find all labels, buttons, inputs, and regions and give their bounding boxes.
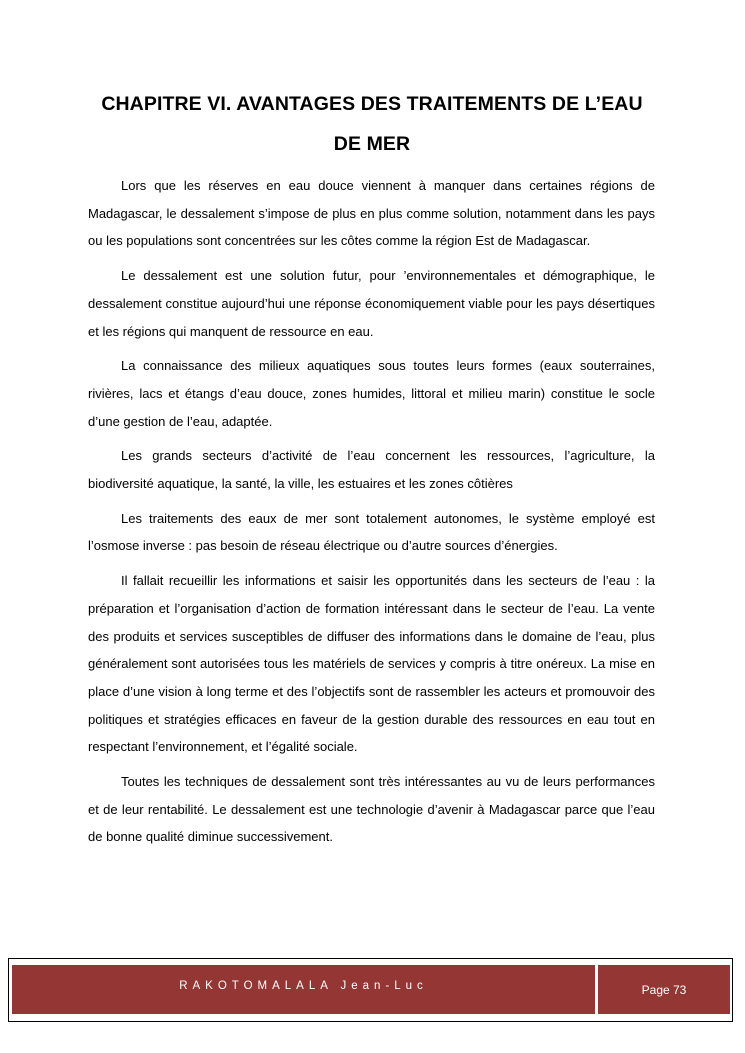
paragraph: Il fallait recueillir les informations et saisir les opportunités dans les secteurs de l’eau : la préparation et l’organisation d’action de formation intéressant dans le secteur de l’eau. La vente des produits et services susceptibles de diffuser des informations dans le domaine de l’eau, plus généralement sont autorisées tous les matériels de services y compris à titre onéreux. La mise en place d’une vision à long terme et des l’objectifs sont de rassembler les acteurs et promouvoir des politiques et stratégies efficaces en faveur de la gestion durable des ressources en eau tout en respectant l’environnement, et l’égalité sociale. <box>88 573 655 755</box>
paragraph: Toutes les techniques de dessalement sont très intéressantes au vu de leurs performances et de leur rentabilité. Le dessalement est une technologie d’avenir à Madagascar parce que l’eau de bonne qualité diminue successivement. <box>88 774 655 845</box>
paragraph: Lors que les réserves en eau douce viennent à manquer dans certaines régions de Madagascar, le dessalement s’impose de plus en plus comme solution, notamment dans les pays ou les populations sont concentrées sur les côtes comme la région Est de Madagascar. <box>88 178 655 249</box>
paragraph: La connaissance des milieux aquatiques sous toutes leurs formes (eaux souterraines, rivières, lacs et étangs d’eau douce, zones humides, littoral et milieu marin) constitue le socle d’une gestion de l’eau, adaptée. <box>88 358 655 429</box>
chapter-title: CHAPITRE VI. AVANTAGES DES TRAITEMENTS DE L’EAU DE MER <box>101 93 643 155</box>
chapter-body <box>88 172 655 858</box>
paragraph: Les grands secteurs d’activité de l’eau concernent les ressources, l’agriculture, la biodiversité aquatique, la santé, la ville, les estuaires et les zones côtières <box>88 448 655 492</box>
paragraph: Le dessalement est une solution futur, pour ’environnementales et démographique, le dessalement constitue aujourd’hui une réponse économiquement viable pour les pays désertiques et les régions qui manquent de ressource en eau. <box>88 268 655 339</box>
paragraph: Les traitements des eaux de mer sont totalement autonomes, le système employé est l’osmose inverse : pas besoin de réseau électrique ou d’autre sources d’énergies. <box>88 510 655 554</box>
footer-page-number: Page 73 <box>598 965 730 1014</box>
footer-author: RAKOTOMALALA Jean-Luc <box>12 965 595 1014</box>
